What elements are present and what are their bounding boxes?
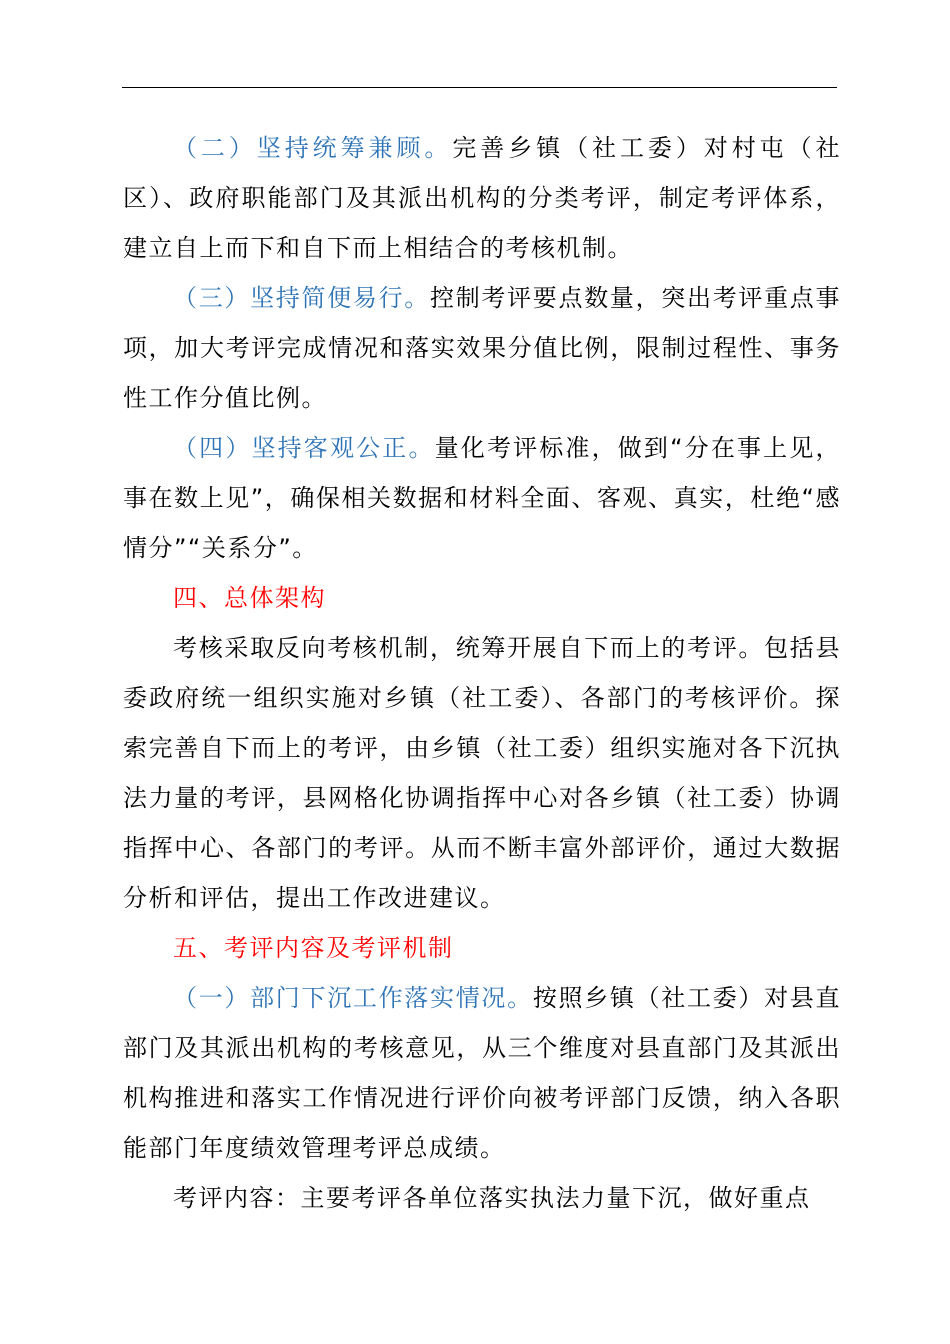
paragraph-text: 控制考评要点数量，突出考评重点事项，加大考评完成情况和落实效果分值比例，限制过程性、事务性工作分值比例。 [123,284,841,412]
section-title-overall-framework: 四、总体架构 [173,584,326,612]
paragraph-simplicity [123,273,841,423]
paragraph-department-work [123,973,841,1173]
subheading-department-work: （一）部门下沉工作落实情况。 [173,984,533,1012]
paragraph-evaluation-content: 考评内容：主要考评各单位落实执法力量下沉，做好重点 [173,1184,811,1212]
paragraph-framework-body: 考核采取反向考核机制，统筹开展自下而上的考评。包括县委政府统一组织实施对乡镇（社工委）、各部门的考核评价。探索完善自下而上的考评，由乡镇（社工委）组织实施对各下沉执法力量的考评，县网格化协调指挥中心对各乡镇（社工委）协调指挥中心、各部门的考评。从而不断丰富外部评价，通过大数据分析和评估，提出工作改进建议。 [123,634,841,912]
paragraph-objectivity [123,423,841,573]
paragraph-text: 按照乡镇（社工委）对县直部门及其派出机构的考核意见，从三个维度对县直部门及其派出机构推进和落实工作情况进行评价向被考评部门反馈，纳入各职能部门年度绩效管理考评总成绩。 [123,984,842,1162]
subheading-simplicity: （三）坚持简便易行。 [173,284,430,312]
document-body [123,123,841,1223]
paragraph-text: 完善乡镇（社工委）对村屯（社区）、政府职能部门及其派出机构的分类考评，制定考评体系，建立自上而下和自下而上相结合的考核机制。 [123,134,842,262]
paragraph-text: 量化考评标准，做到“分在事上见，事在数上见”，确保相关数据和材料全面、客观、真实，杜绝“感情分”“关系分”。 [123,434,841,562]
header-rule [122,87,837,88]
section-title-evaluation-content: 五、考评内容及考评机制 [173,934,454,962]
paragraph-coordination [123,123,841,273]
subheading-objectivity: （四）坚持客观公正。 [173,434,435,462]
subheading-coordination: （二）坚持统筹兼顾。 [173,134,453,162]
